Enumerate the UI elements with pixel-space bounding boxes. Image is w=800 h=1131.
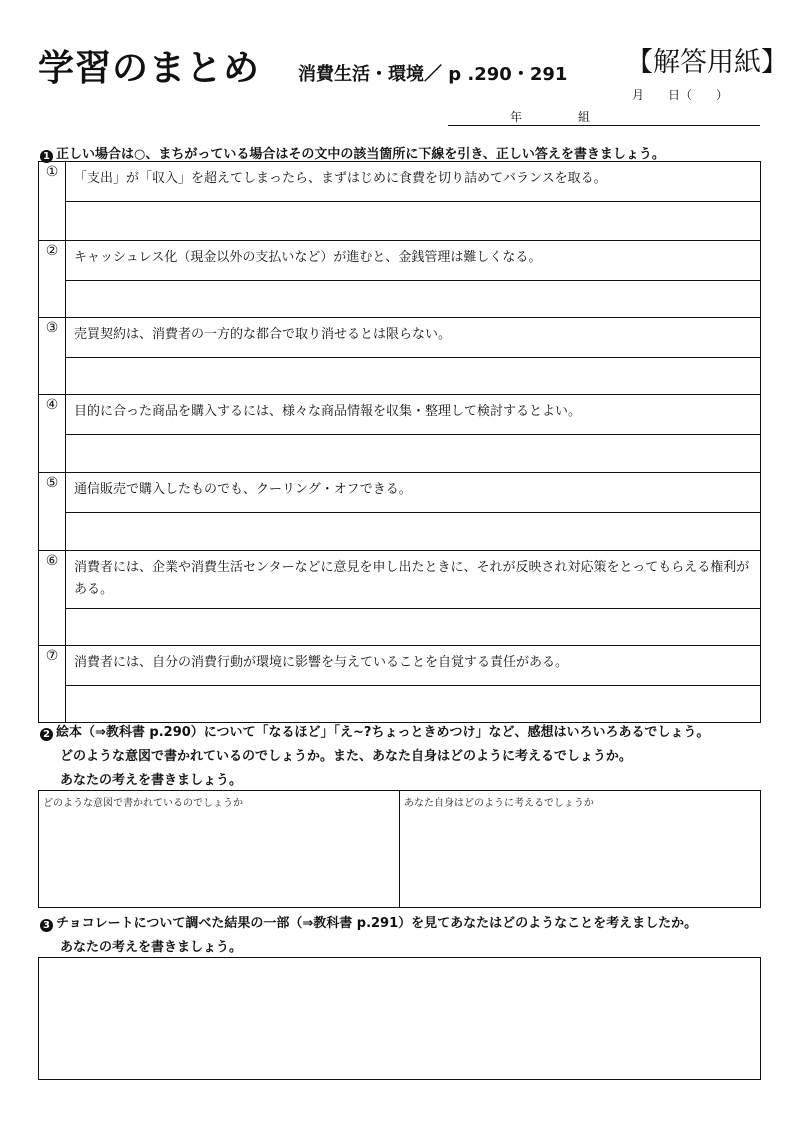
question-number: ② xyxy=(39,241,66,317)
question-text: 消費者には、自分の消費行動が環境に影響を与えていることを自覚する責任がある。 xyxy=(66,646,760,686)
page-subtitle: 消費生活・環境／ p .290・291 xyxy=(298,64,568,85)
question-number: ⑦ xyxy=(39,646,66,722)
section2-line3: あなたの考えを書きましょう。 xyxy=(60,773,243,788)
question-text: キャッシュレス化（現金以外の支払いなど）が進むと、金銭管理は難しくなる。 xyxy=(66,241,760,281)
class-label: 組 xyxy=(578,110,591,124)
section1-heading xyxy=(40,143,665,163)
question-number: ③ xyxy=(39,318,66,394)
question-number: ⑤ xyxy=(39,473,66,550)
answer-field[interactable] xyxy=(66,281,760,317)
answer-field[interactable] xyxy=(66,202,760,240)
answer-field[interactable] xyxy=(66,686,760,722)
question-row xyxy=(39,646,760,722)
answer-field[interactable] xyxy=(66,435,760,472)
section3-heading xyxy=(40,912,697,932)
year-label: 年 xyxy=(510,110,523,124)
question-number: ① xyxy=(39,162,66,240)
page-title: 学習のまとめ xyxy=(38,48,261,89)
intent-answer-field[interactable] xyxy=(39,791,400,907)
section1-bullet: 1 xyxy=(40,150,53,163)
question-table xyxy=(38,161,761,723)
question-number: ④ xyxy=(39,395,66,472)
question-text: 売買契約は、消費者の一方的な都合で取り消せるとは限らない。 xyxy=(66,318,760,358)
class-field[interactable] xyxy=(448,108,760,126)
answer-field[interactable] xyxy=(66,513,760,550)
section2-bullet: 2 xyxy=(40,728,53,741)
opinion-answer-field[interactable] xyxy=(400,791,760,907)
answer-field[interactable] xyxy=(66,358,760,394)
section2-heading xyxy=(40,721,709,741)
section3-answer-box[interactable] xyxy=(38,957,761,1080)
intent-label: どのような意図で書かれているのでしょうか xyxy=(43,798,243,809)
question-text: 通信販売で購入したものでも、クーリング・オフできる。 xyxy=(66,473,760,513)
question-number: ⑥ xyxy=(39,551,66,645)
section2-answer-box xyxy=(38,790,761,908)
question-row xyxy=(39,473,760,551)
question-text: 消費者には、企業や消費生活センターなどに意見を申し出たときに、それが反映され対応策をとってもらえる権利がある。 xyxy=(66,551,760,609)
question-row xyxy=(39,551,760,646)
question-row xyxy=(39,395,760,473)
question-row xyxy=(39,162,760,241)
section2-line2: どのような意図で書かれているのでしょうか。また、あなた自身はどのように考えるでしょうか。 xyxy=(60,749,632,764)
section3-line1: チョコレートについて調べた結果の一部（⇒教科書 p.291）を見てあなたはどのようなことを考えましたか。 xyxy=(56,916,698,931)
answer-field[interactable] xyxy=(66,609,760,645)
question-row xyxy=(39,318,760,395)
question-text: 目的に合った商品を購入するには、様々な商品情報を収集・整理して検討するとよい。 xyxy=(66,395,760,435)
section2-line1: 絵本（⇒教科書 p.290）について「なるほど」「え~?ちょっときめつけ」など、感想はいろいろあるでしょう。 xyxy=(56,725,710,740)
section3-line2: あなたの考えを書きましょう。 xyxy=(60,940,243,955)
section3-bullet: 3 xyxy=(40,919,53,932)
section1-heading-text: 正しい場合は○、まちがっている場合はその文中の該当箇所に下線を引き、正しい答えを書きましょう。 xyxy=(56,147,665,162)
date-field[interactable]: 月 日（ ） xyxy=(632,88,729,102)
opinion-label: あなた自身はどのように考えるでしょうか xyxy=(404,798,594,809)
question-text: 「支出」が「収入」を超えてしまったら、まずはじめに食費を切り詰めてバランスを取る。 xyxy=(66,162,760,202)
answer-sheet-label: 【解答用紙】 xyxy=(626,47,788,78)
question-row xyxy=(39,241,760,318)
